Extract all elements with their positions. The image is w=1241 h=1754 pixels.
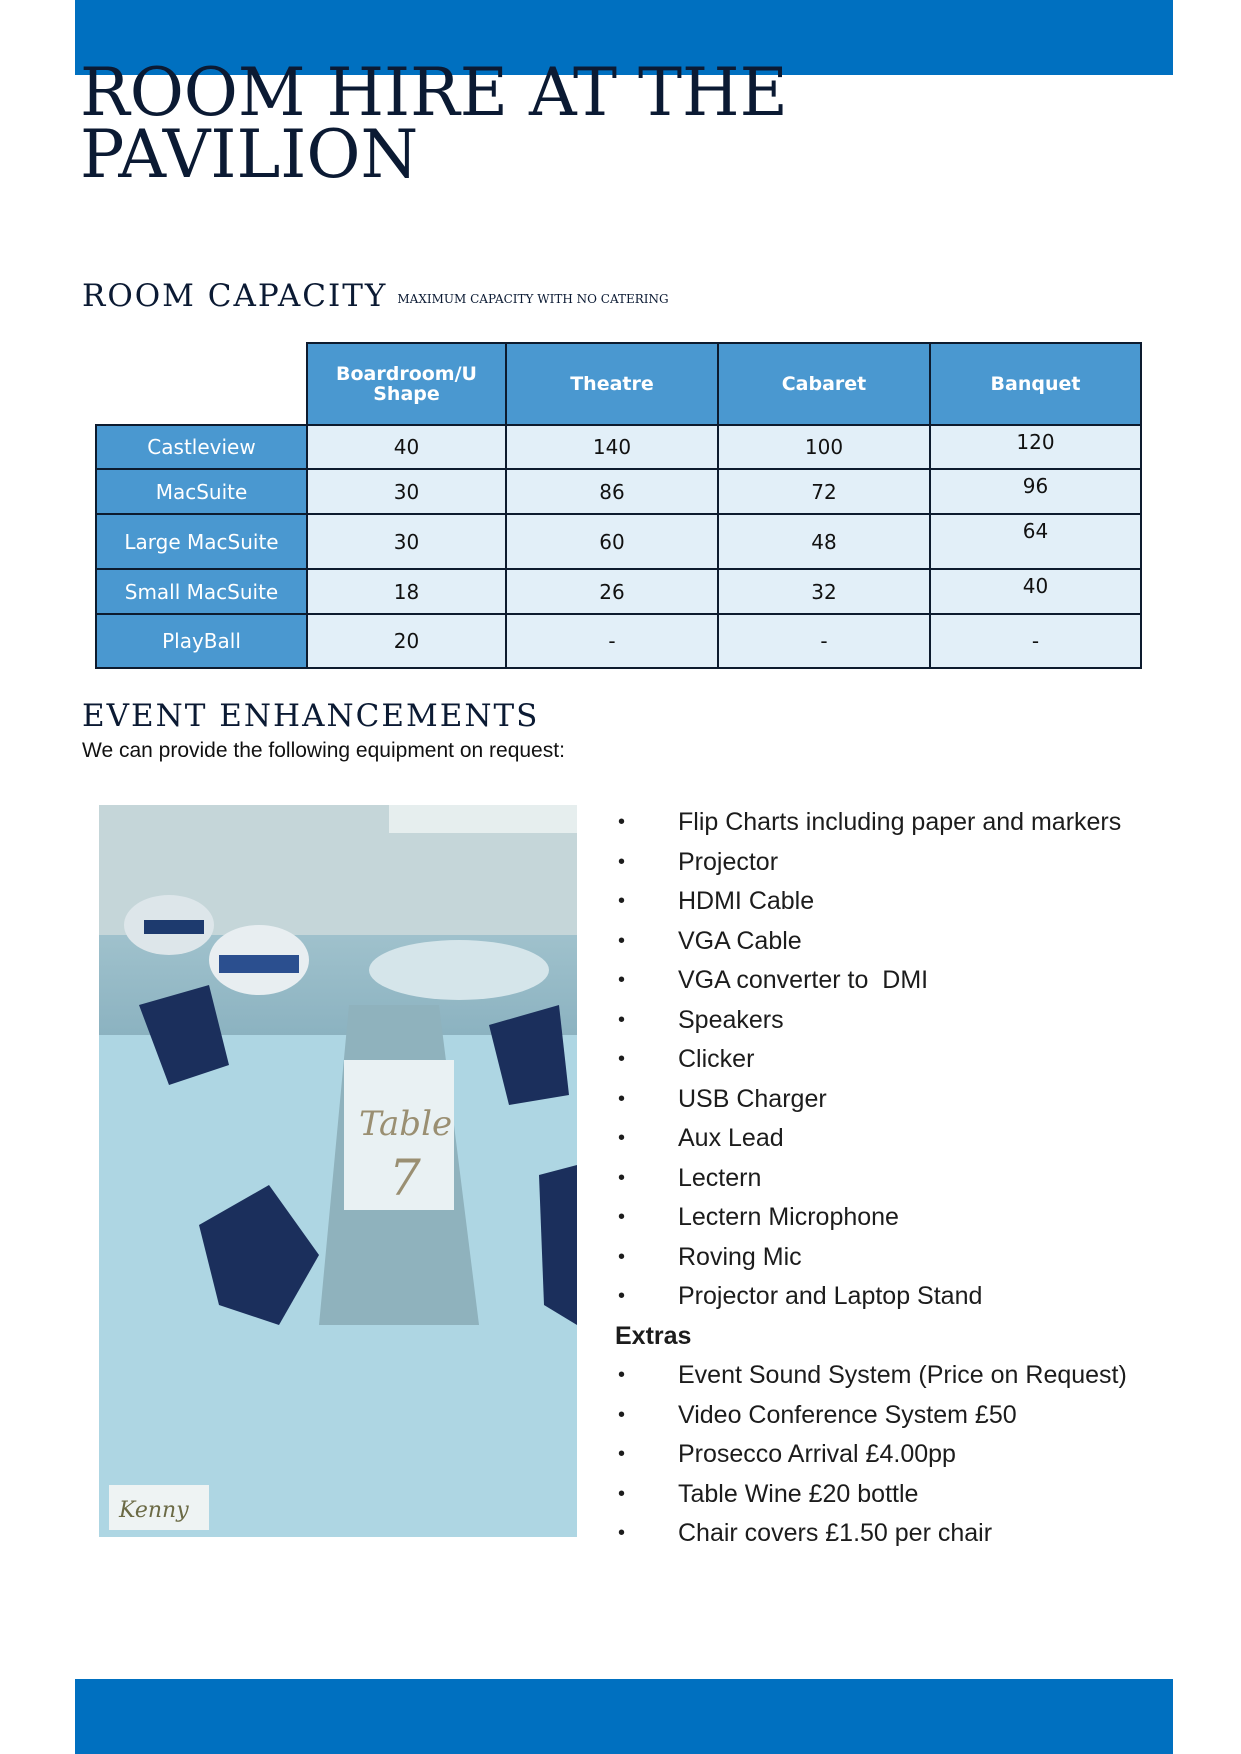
table-cell: 86 (506, 469, 718, 514)
bullet-icon: • (618, 850, 626, 873)
item-label: USB Charger (678, 1084, 827, 1113)
table-cell: 140 (506, 425, 718, 469)
svg-text:Kenny: Kenny (119, 1498, 189, 1523)
bullet-icon: • (618, 1522, 626, 1544)
list-item (615, 1514, 1127, 1554)
list-item (615, 843, 1127, 883)
capacity-table (95, 342, 1142, 669)
row-header: MacSuite (96, 469, 307, 514)
item-label: VGA converter to DMI (678, 966, 929, 994)
table-cell: 40 (307, 425, 506, 469)
bullet-icon: • (618, 1048, 626, 1070)
table-card-text: Table (359, 1104, 453, 1144)
photo-illustration (99, 805, 577, 1537)
enhancements-intro: We can provide the following equipment on request: (82, 739, 565, 762)
bullet-icon: • (618, 1443, 626, 1465)
bullet-icon: • (618, 1206, 626, 1228)
item-label: Aux Lead (678, 1124, 784, 1152)
corner-cell (96, 343, 307, 425)
bullet-icon: • (618, 1166, 626, 1189)
table-cell: 100 (718, 425, 930, 469)
column-header: Banquet (930, 343, 1141, 425)
event-table-photo (99, 805, 577, 1537)
table-header-row (96, 343, 1141, 425)
list-item (615, 1396, 1127, 1436)
row-header: Large MacSuite (96, 514, 307, 569)
column-header: Theatre (506, 343, 718, 425)
list-item (615, 1040, 1127, 1080)
table-row (96, 614, 1141, 668)
room-capacity-subtitle: MAXIMUM CAPACITY WITH NO CATERING (397, 292, 669, 306)
table-cell: 26 (506, 569, 718, 614)
list-item (615, 1159, 1127, 1199)
column-header: Boardroom/U Shape (307, 343, 506, 425)
table-cell: 30 (307, 514, 506, 569)
row-header: Small MacSuite (96, 569, 307, 614)
item-label: Speakers (678, 1005, 784, 1034)
bullet-icon: • (618, 811, 626, 833)
bullet-icon: • (618, 1245, 626, 1268)
item-label: VGA Cable (678, 926, 802, 955)
table-cell: 20 (307, 614, 506, 668)
list-item (615, 961, 1127, 1001)
event-enhancements-heading: EVENT ENHANCEMENTS (82, 698, 540, 734)
footer-bar (75, 1679, 1173, 1754)
item-label: Lectern (678, 1163, 762, 1192)
item-label: Event Sound System (Price on Request) (678, 1361, 1127, 1389)
table-cell: - (930, 614, 1141, 668)
item-label: Chair covers £1.50 per chair (678, 1519, 993, 1547)
bullet-icon: • (618, 1482, 626, 1505)
bullet-icon: • (618, 1364, 626, 1386)
table-cell: 32 (718, 569, 930, 614)
table-cell: 30 (307, 469, 506, 514)
list-item (615, 922, 1127, 962)
room-capacity-title: ROOM CAPACITY (82, 278, 388, 314)
list-item (615, 1238, 1127, 1278)
page-title (80, 54, 788, 193)
item-label: Lectern Microphone (678, 1203, 899, 1231)
item-label: Video Conference System £50 (678, 1400, 1017, 1429)
table-row (96, 425, 1141, 469)
item-label: Projector (678, 847, 779, 876)
item-label: Clicker (678, 1045, 755, 1073)
item-label: Table Wine £20 bottle (678, 1479, 919, 1508)
bullet-icon: • (618, 1087, 626, 1110)
bullet-icon: • (618, 1008, 626, 1031)
list-item (615, 1001, 1127, 1041)
list-item (615, 1277, 1127, 1317)
title-line-1: ROOM HIRE AT THE (80, 54, 788, 131)
table-cell: - (506, 614, 718, 668)
table-cell: 72 (718, 469, 930, 514)
svg-text:7: 7 (389, 1149, 421, 1207)
list-item (615, 1198, 1127, 1238)
row-header: Castleview (96, 425, 307, 469)
bullet-icon: • (618, 1403, 626, 1426)
table-cell: 40 (930, 569, 1141, 614)
bullet-icon: • (618, 969, 626, 991)
list-item (615, 882, 1127, 922)
column-header: Cabaret (718, 343, 930, 425)
item-label: Flip Charts including paper and markers (678, 808, 1122, 836)
title-line-2: PAVILION (80, 116, 419, 193)
row-header: PlayBall (96, 614, 307, 668)
table-cell: 96 (930, 469, 1141, 514)
list-item (615, 1356, 1127, 1396)
item-label: Projector and Laptop Stand (678, 1282, 983, 1310)
equipment-list (615, 803, 1127, 1554)
item-label: Prosecco Arrival £4.00pp (678, 1440, 956, 1468)
bullet-icon: • (618, 1127, 626, 1149)
table-row (96, 514, 1141, 569)
bullet-icon: • (618, 1285, 626, 1307)
list-item (615, 1475, 1127, 1515)
list-item (615, 1119, 1127, 1159)
table-cell: 64 (930, 514, 1141, 569)
list-item (615, 803, 1127, 843)
table-cell: - (718, 614, 930, 668)
table-cell: 60 (506, 514, 718, 569)
item-label: HDMI Cable (678, 887, 815, 915)
table-cell: 120 (930, 425, 1141, 469)
extras-heading: Extras (615, 1321, 692, 1350)
bullet-icon: • (618, 890, 626, 912)
room-capacity-heading (82, 278, 669, 314)
table-row (96, 469, 1141, 514)
item-label: Roving Mic (678, 1242, 802, 1271)
table-cell: 18 (307, 569, 506, 614)
table-cell: 48 (718, 514, 930, 569)
list-item (615, 1435, 1127, 1475)
list-item (615, 1080, 1127, 1120)
table-row (96, 569, 1141, 614)
bullet-icon: • (618, 929, 626, 952)
